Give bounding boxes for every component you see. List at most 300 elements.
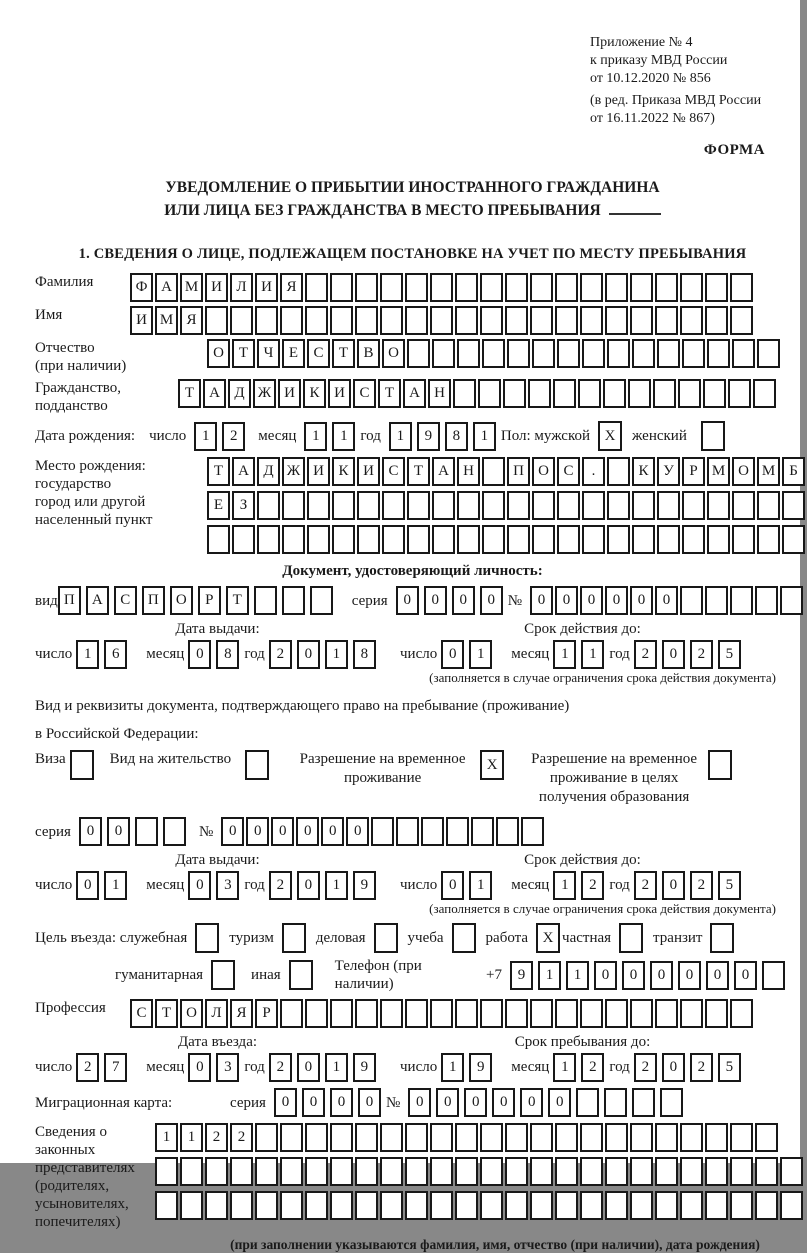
char-box[interactable] bbox=[630, 273, 653, 302]
char-box[interactable] bbox=[430, 1191, 453, 1220]
char-box[interactable] bbox=[357, 525, 380, 554]
char-box[interactable] bbox=[582, 339, 605, 368]
char-box[interactable] bbox=[732, 339, 755, 368]
char-box[interactable] bbox=[530, 999, 553, 1028]
char-box[interactable] bbox=[207, 525, 230, 554]
char-box[interactable]: Ж bbox=[282, 457, 305, 486]
char-box[interactable] bbox=[630, 1157, 653, 1186]
char-box[interactable] bbox=[532, 525, 555, 554]
char-box[interactable]: 1 bbox=[325, 1053, 348, 1082]
char-box[interactable] bbox=[505, 273, 528, 302]
char-box[interactable] bbox=[382, 491, 405, 520]
char-box[interactable] bbox=[396, 817, 419, 846]
char-box[interactable]: 0 bbox=[302, 1088, 325, 1117]
char-box[interactable]: А bbox=[86, 586, 109, 615]
char-box[interactable]: Т bbox=[178, 379, 201, 408]
char-box[interactable] bbox=[632, 525, 655, 554]
char-box[interactable]: 1 bbox=[155, 1123, 178, 1152]
char-box[interactable] bbox=[282, 525, 305, 554]
char-box[interactable]: 1 bbox=[566, 961, 589, 990]
char-box[interactable] bbox=[405, 999, 428, 1028]
char-box[interactable] bbox=[655, 273, 678, 302]
char-box[interactable]: А bbox=[403, 379, 426, 408]
char-box[interactable]: 1 bbox=[553, 640, 576, 669]
char-box[interactable] bbox=[480, 273, 503, 302]
char-box[interactable] bbox=[557, 491, 580, 520]
char-box[interactable]: 0 bbox=[107, 817, 130, 846]
char-box[interactable]: 0 bbox=[297, 640, 320, 669]
char-box[interactable] bbox=[701, 421, 725, 451]
char-box[interactable] bbox=[705, 1191, 728, 1220]
char-box[interactable] bbox=[380, 273, 403, 302]
char-box[interactable] bbox=[730, 1191, 753, 1220]
char-box[interactable] bbox=[482, 339, 505, 368]
char-box[interactable]: Я bbox=[230, 999, 253, 1028]
char-box[interactable] bbox=[430, 999, 453, 1028]
char-box[interactable] bbox=[705, 999, 728, 1028]
char-box[interactable] bbox=[330, 1191, 353, 1220]
char-box[interactable]: 0 bbox=[297, 1053, 320, 1082]
char-box[interactable] bbox=[480, 1157, 503, 1186]
char-box[interactable]: С bbox=[307, 339, 330, 368]
char-box[interactable]: 0 bbox=[296, 817, 319, 846]
char-box[interactable] bbox=[70, 750, 94, 780]
char-box[interactable] bbox=[582, 525, 605, 554]
char-box[interactable] bbox=[528, 379, 551, 408]
char-box[interactable]: . bbox=[582, 457, 605, 486]
char-box[interactable] bbox=[478, 379, 501, 408]
char-box[interactable] bbox=[703, 379, 726, 408]
char-box[interactable] bbox=[432, 491, 455, 520]
char-box[interactable]: Т bbox=[207, 457, 230, 486]
char-box[interactable] bbox=[780, 586, 803, 615]
char-box[interactable] bbox=[530, 1157, 553, 1186]
char-box[interactable] bbox=[660, 1088, 683, 1117]
char-box[interactable] bbox=[380, 306, 403, 335]
char-box[interactable] bbox=[405, 306, 428, 335]
char-box[interactable] bbox=[355, 1191, 378, 1220]
char-box[interactable] bbox=[730, 586, 753, 615]
char-box[interactable]: Н bbox=[428, 379, 451, 408]
char-box[interactable] bbox=[762, 961, 785, 990]
char-box[interactable] bbox=[705, 1123, 728, 1152]
char-box[interactable] bbox=[305, 273, 328, 302]
char-box[interactable]: А bbox=[232, 457, 255, 486]
char-box[interactable] bbox=[728, 379, 751, 408]
char-box[interactable]: 0 bbox=[662, 1053, 685, 1082]
char-box[interactable] bbox=[580, 1157, 603, 1186]
char-box[interactable]: 0 bbox=[548, 1088, 571, 1117]
char-box[interactable]: 0 bbox=[246, 817, 269, 846]
char-box[interactable] bbox=[330, 273, 353, 302]
char-box[interactable] bbox=[680, 1123, 703, 1152]
char-box[interactable] bbox=[330, 999, 353, 1028]
char-box[interactable]: О bbox=[532, 457, 555, 486]
char-box[interactable] bbox=[578, 379, 601, 408]
char-box[interactable] bbox=[580, 1123, 603, 1152]
char-box[interactable]: О bbox=[180, 999, 203, 1028]
char-box[interactable] bbox=[305, 1123, 328, 1152]
char-box[interactable] bbox=[332, 491, 355, 520]
char-box[interactable] bbox=[732, 491, 755, 520]
char-box[interactable] bbox=[307, 491, 330, 520]
char-box[interactable]: 0 bbox=[188, 871, 211, 900]
char-box[interactable]: Я bbox=[280, 273, 303, 302]
char-box[interactable] bbox=[555, 273, 578, 302]
char-box[interactable] bbox=[195, 923, 219, 953]
char-box[interactable]: X bbox=[536, 923, 560, 953]
char-box[interactable] bbox=[755, 1123, 778, 1152]
char-box[interactable]: 0 bbox=[662, 871, 685, 900]
char-box[interactable] bbox=[305, 999, 328, 1028]
char-box[interactable]: 1 bbox=[304, 422, 327, 451]
char-box[interactable] bbox=[630, 1123, 653, 1152]
char-box[interactable] bbox=[680, 273, 703, 302]
char-box[interactable] bbox=[280, 1157, 303, 1186]
char-box[interactable]: 1 bbox=[325, 871, 348, 900]
char-box[interactable] bbox=[430, 1123, 453, 1152]
char-box[interactable] bbox=[282, 491, 305, 520]
char-box[interactable] bbox=[380, 999, 403, 1028]
char-box[interactable] bbox=[580, 999, 603, 1028]
char-box[interactable]: 8 bbox=[216, 640, 239, 669]
char-box[interactable] bbox=[330, 1157, 353, 1186]
char-box[interactable] bbox=[605, 1157, 628, 1186]
char-box[interactable] bbox=[582, 491, 605, 520]
char-box[interactable] bbox=[630, 999, 653, 1028]
char-box[interactable] bbox=[707, 339, 730, 368]
char-box[interactable] bbox=[135, 817, 158, 846]
char-box[interactable]: К bbox=[303, 379, 326, 408]
char-box[interactable]: 0 bbox=[520, 1088, 543, 1117]
char-box[interactable] bbox=[632, 491, 655, 520]
char-box[interactable]: 0 bbox=[188, 640, 211, 669]
char-box[interactable] bbox=[480, 1123, 503, 1152]
char-box[interactable]: Ж bbox=[253, 379, 276, 408]
char-box[interactable] bbox=[576, 1088, 599, 1117]
char-box[interactable] bbox=[557, 525, 580, 554]
char-box[interactable] bbox=[580, 306, 603, 335]
char-box[interactable] bbox=[455, 1157, 478, 1186]
char-box[interactable] bbox=[653, 379, 676, 408]
char-box[interactable]: 1 bbox=[441, 1053, 464, 1082]
char-box[interactable] bbox=[630, 1191, 653, 1220]
char-box[interactable]: И bbox=[130, 306, 153, 335]
char-box[interactable]: 2 bbox=[269, 871, 292, 900]
char-box[interactable] bbox=[452, 923, 476, 953]
char-box[interactable]: 1 bbox=[325, 640, 348, 669]
char-box[interactable] bbox=[757, 339, 780, 368]
char-box[interactable]: 2 bbox=[222, 422, 245, 451]
char-box[interactable]: У bbox=[657, 457, 680, 486]
char-box[interactable]: Л bbox=[205, 999, 228, 1028]
char-box[interactable] bbox=[432, 339, 455, 368]
char-box[interactable] bbox=[407, 491, 430, 520]
char-box[interactable] bbox=[482, 525, 505, 554]
char-box[interactable]: А bbox=[155, 273, 178, 302]
char-box[interactable]: Б bbox=[782, 457, 805, 486]
char-box[interactable]: Ф bbox=[130, 273, 153, 302]
char-box[interactable]: 2 bbox=[690, 871, 713, 900]
char-box[interactable]: 2 bbox=[581, 1053, 604, 1082]
char-box[interactable]: Т bbox=[226, 586, 249, 615]
char-box[interactable]: X bbox=[480, 750, 504, 780]
char-box[interactable] bbox=[555, 1191, 578, 1220]
char-box[interactable]: Е bbox=[207, 491, 230, 520]
char-box[interactable]: П bbox=[507, 457, 530, 486]
char-box[interactable] bbox=[680, 306, 703, 335]
char-box[interactable] bbox=[530, 273, 553, 302]
char-box[interactable]: О bbox=[207, 339, 230, 368]
char-box[interactable]: 2 bbox=[690, 1053, 713, 1082]
char-box[interactable] bbox=[211, 960, 235, 990]
char-box[interactable]: 9 bbox=[469, 1053, 492, 1082]
char-box[interactable]: О bbox=[382, 339, 405, 368]
char-box[interactable]: 0 bbox=[79, 817, 102, 846]
char-box[interactable] bbox=[604, 1088, 627, 1117]
char-box[interactable]: 2 bbox=[634, 1053, 657, 1082]
char-box[interactable] bbox=[730, 306, 753, 335]
char-box[interactable]: 7 bbox=[104, 1053, 127, 1082]
char-box[interactable]: 1 bbox=[469, 871, 492, 900]
char-box[interactable] bbox=[655, 306, 678, 335]
char-box[interactable]: 1 bbox=[104, 871, 127, 900]
char-box[interactable]: 2 bbox=[205, 1123, 228, 1152]
char-box[interactable] bbox=[310, 586, 333, 615]
char-box[interactable] bbox=[607, 339, 630, 368]
char-box[interactable]: П bbox=[58, 586, 81, 615]
char-box[interactable] bbox=[657, 339, 680, 368]
char-box[interactable] bbox=[680, 1191, 703, 1220]
char-box[interactable] bbox=[530, 1123, 553, 1152]
char-box[interactable]: 0 bbox=[452, 586, 475, 615]
char-box[interactable]: 6 bbox=[104, 640, 127, 669]
char-box[interactable] bbox=[557, 339, 580, 368]
char-box[interactable] bbox=[555, 306, 578, 335]
char-box[interactable]: X bbox=[598, 421, 622, 451]
char-box[interactable] bbox=[755, 1157, 778, 1186]
char-box[interactable]: 2 bbox=[269, 640, 292, 669]
char-box[interactable] bbox=[405, 273, 428, 302]
char-box[interactable] bbox=[482, 457, 505, 486]
char-box[interactable]: 9 bbox=[353, 871, 376, 900]
char-box[interactable] bbox=[480, 306, 503, 335]
char-box[interactable] bbox=[446, 817, 469, 846]
char-box[interactable]: С bbox=[353, 379, 376, 408]
char-box[interactable] bbox=[680, 999, 703, 1028]
char-box[interactable] bbox=[257, 491, 280, 520]
char-box[interactable] bbox=[254, 586, 277, 615]
char-box[interactable] bbox=[505, 999, 528, 1028]
char-box[interactable] bbox=[355, 1123, 378, 1152]
char-box[interactable] bbox=[457, 339, 480, 368]
char-box[interactable] bbox=[257, 525, 280, 554]
char-box[interactable]: 1 bbox=[473, 422, 496, 451]
char-box[interactable]: Р bbox=[198, 586, 221, 615]
char-box[interactable] bbox=[280, 999, 303, 1028]
char-box[interactable]: 0 bbox=[321, 817, 344, 846]
char-box[interactable] bbox=[380, 1123, 403, 1152]
char-box[interactable]: 0 bbox=[492, 1088, 515, 1117]
char-box[interactable] bbox=[205, 1191, 228, 1220]
char-box[interactable] bbox=[305, 1157, 328, 1186]
char-box[interactable] bbox=[482, 491, 505, 520]
char-box[interactable]: 0 bbox=[678, 961, 701, 990]
char-box[interactable] bbox=[374, 923, 398, 953]
char-box[interactable] bbox=[255, 306, 278, 335]
char-box[interactable] bbox=[553, 379, 576, 408]
char-box[interactable]: П bbox=[142, 586, 165, 615]
char-box[interactable]: 2 bbox=[634, 640, 657, 669]
char-box[interactable]: 1 bbox=[180, 1123, 203, 1152]
char-box[interactable]: 0 bbox=[662, 640, 685, 669]
char-box[interactable]: В bbox=[357, 339, 380, 368]
char-box[interactable] bbox=[628, 379, 651, 408]
char-box[interactable]: 5 bbox=[718, 871, 741, 900]
char-box[interactable] bbox=[455, 999, 478, 1028]
char-box[interactable]: 0 bbox=[580, 586, 603, 615]
char-box[interactable]: Д bbox=[257, 457, 280, 486]
char-box[interactable]: 1 bbox=[332, 422, 355, 451]
char-box[interactable]: Р bbox=[682, 457, 705, 486]
char-box[interactable]: И bbox=[278, 379, 301, 408]
char-box[interactable] bbox=[705, 586, 728, 615]
char-box[interactable] bbox=[289, 960, 313, 990]
char-box[interactable] bbox=[355, 1157, 378, 1186]
char-box[interactable]: Т bbox=[378, 379, 401, 408]
char-box[interactable] bbox=[730, 1123, 753, 1152]
char-box[interactable]: 0 bbox=[530, 586, 553, 615]
char-box[interactable] bbox=[355, 306, 378, 335]
char-box[interactable]: 0 bbox=[274, 1088, 297, 1117]
char-box[interactable] bbox=[430, 1157, 453, 1186]
char-box[interactable] bbox=[555, 1157, 578, 1186]
char-box[interactable] bbox=[507, 491, 530, 520]
char-box[interactable]: М bbox=[155, 306, 178, 335]
char-box[interactable] bbox=[280, 1191, 303, 1220]
char-box[interactable]: З bbox=[232, 491, 255, 520]
char-box[interactable] bbox=[605, 1123, 628, 1152]
char-box[interactable] bbox=[507, 339, 530, 368]
char-box[interactable] bbox=[180, 1191, 203, 1220]
char-box[interactable] bbox=[730, 273, 753, 302]
char-box[interactable]: 8 bbox=[353, 640, 376, 669]
char-box[interactable] bbox=[755, 1191, 778, 1220]
char-box[interactable] bbox=[607, 457, 630, 486]
char-box[interactable]: 0 bbox=[188, 1053, 211, 1082]
char-box[interactable]: 2 bbox=[690, 640, 713, 669]
char-box[interactable] bbox=[555, 1123, 578, 1152]
char-box[interactable]: 0 bbox=[594, 961, 617, 990]
char-box[interactable]: 1 bbox=[553, 1053, 576, 1082]
char-box[interactable] bbox=[730, 1157, 753, 1186]
char-box[interactable]: К bbox=[332, 457, 355, 486]
char-box[interactable] bbox=[619, 923, 643, 953]
char-box[interactable] bbox=[680, 586, 703, 615]
char-box[interactable] bbox=[155, 1157, 178, 1186]
char-box[interactable] bbox=[530, 306, 553, 335]
char-box[interactable] bbox=[163, 817, 186, 846]
char-box[interactable] bbox=[407, 339, 430, 368]
char-box[interactable] bbox=[505, 1157, 528, 1186]
char-box[interactable]: С bbox=[114, 586, 137, 615]
char-box[interactable] bbox=[280, 1123, 303, 1152]
char-box[interactable]: С bbox=[382, 457, 405, 486]
char-box[interactable] bbox=[180, 1157, 203, 1186]
char-box[interactable] bbox=[632, 339, 655, 368]
char-box[interactable]: 1 bbox=[538, 961, 561, 990]
char-box[interactable]: 0 bbox=[76, 871, 99, 900]
char-box[interactable] bbox=[603, 379, 626, 408]
char-box[interactable]: 5 bbox=[718, 640, 741, 669]
char-box[interactable]: И bbox=[205, 273, 228, 302]
char-box[interactable]: 2 bbox=[634, 871, 657, 900]
char-box[interactable]: И bbox=[255, 273, 278, 302]
char-box[interactable] bbox=[503, 379, 526, 408]
char-box[interactable]: К bbox=[632, 457, 655, 486]
char-box[interactable]: О bbox=[170, 586, 193, 615]
char-box[interactable]: Л bbox=[230, 273, 253, 302]
char-box[interactable] bbox=[755, 586, 778, 615]
char-box[interactable]: 3 bbox=[216, 871, 239, 900]
char-box[interactable]: 1 bbox=[581, 640, 604, 669]
char-box[interactable]: 0 bbox=[622, 961, 645, 990]
char-box[interactable]: Т bbox=[232, 339, 255, 368]
char-box[interactable]: Р bbox=[255, 999, 278, 1028]
char-box[interactable] bbox=[580, 273, 603, 302]
char-box[interactable] bbox=[780, 1191, 803, 1220]
char-box[interactable]: М bbox=[757, 457, 780, 486]
char-box[interactable] bbox=[632, 1088, 655, 1117]
char-box[interactable]: Т bbox=[407, 457, 430, 486]
char-box[interactable]: 0 bbox=[424, 586, 447, 615]
char-box[interactable]: 2 bbox=[269, 1053, 292, 1082]
char-box[interactable] bbox=[757, 491, 780, 520]
char-box[interactable] bbox=[753, 379, 776, 408]
char-box[interactable]: Ч bbox=[257, 339, 280, 368]
char-box[interactable]: Т bbox=[155, 999, 178, 1028]
char-box[interactable]: 0 bbox=[441, 871, 464, 900]
char-box[interactable] bbox=[780, 1157, 803, 1186]
char-box[interactable] bbox=[657, 525, 680, 554]
char-box[interactable]: 0 bbox=[330, 1088, 353, 1117]
char-box[interactable] bbox=[607, 525, 630, 554]
char-box[interactable]: Е bbox=[282, 339, 305, 368]
char-box[interactable]: 9 bbox=[417, 422, 440, 451]
char-box[interactable] bbox=[355, 273, 378, 302]
char-box[interactable] bbox=[232, 525, 255, 554]
char-box[interactable]: 0 bbox=[464, 1088, 487, 1117]
char-box[interactable] bbox=[330, 1123, 353, 1152]
char-box[interactable] bbox=[455, 1191, 478, 1220]
char-box[interactable]: С bbox=[130, 999, 153, 1028]
char-box[interactable] bbox=[307, 525, 330, 554]
char-box[interactable] bbox=[782, 491, 805, 520]
char-box[interactable]: 0 bbox=[396, 586, 419, 615]
char-box[interactable] bbox=[280, 306, 303, 335]
char-box[interactable] bbox=[332, 525, 355, 554]
char-box[interactable] bbox=[282, 586, 305, 615]
char-box[interactable] bbox=[371, 817, 394, 846]
char-box[interactable] bbox=[421, 817, 444, 846]
char-box[interactable] bbox=[245, 750, 269, 780]
char-box[interactable]: 3 bbox=[216, 1053, 239, 1082]
char-box[interactable] bbox=[708, 750, 732, 780]
char-box[interactable] bbox=[630, 306, 653, 335]
char-box[interactable] bbox=[305, 1191, 328, 1220]
char-box[interactable] bbox=[505, 1123, 528, 1152]
char-box[interactable]: И bbox=[307, 457, 330, 486]
